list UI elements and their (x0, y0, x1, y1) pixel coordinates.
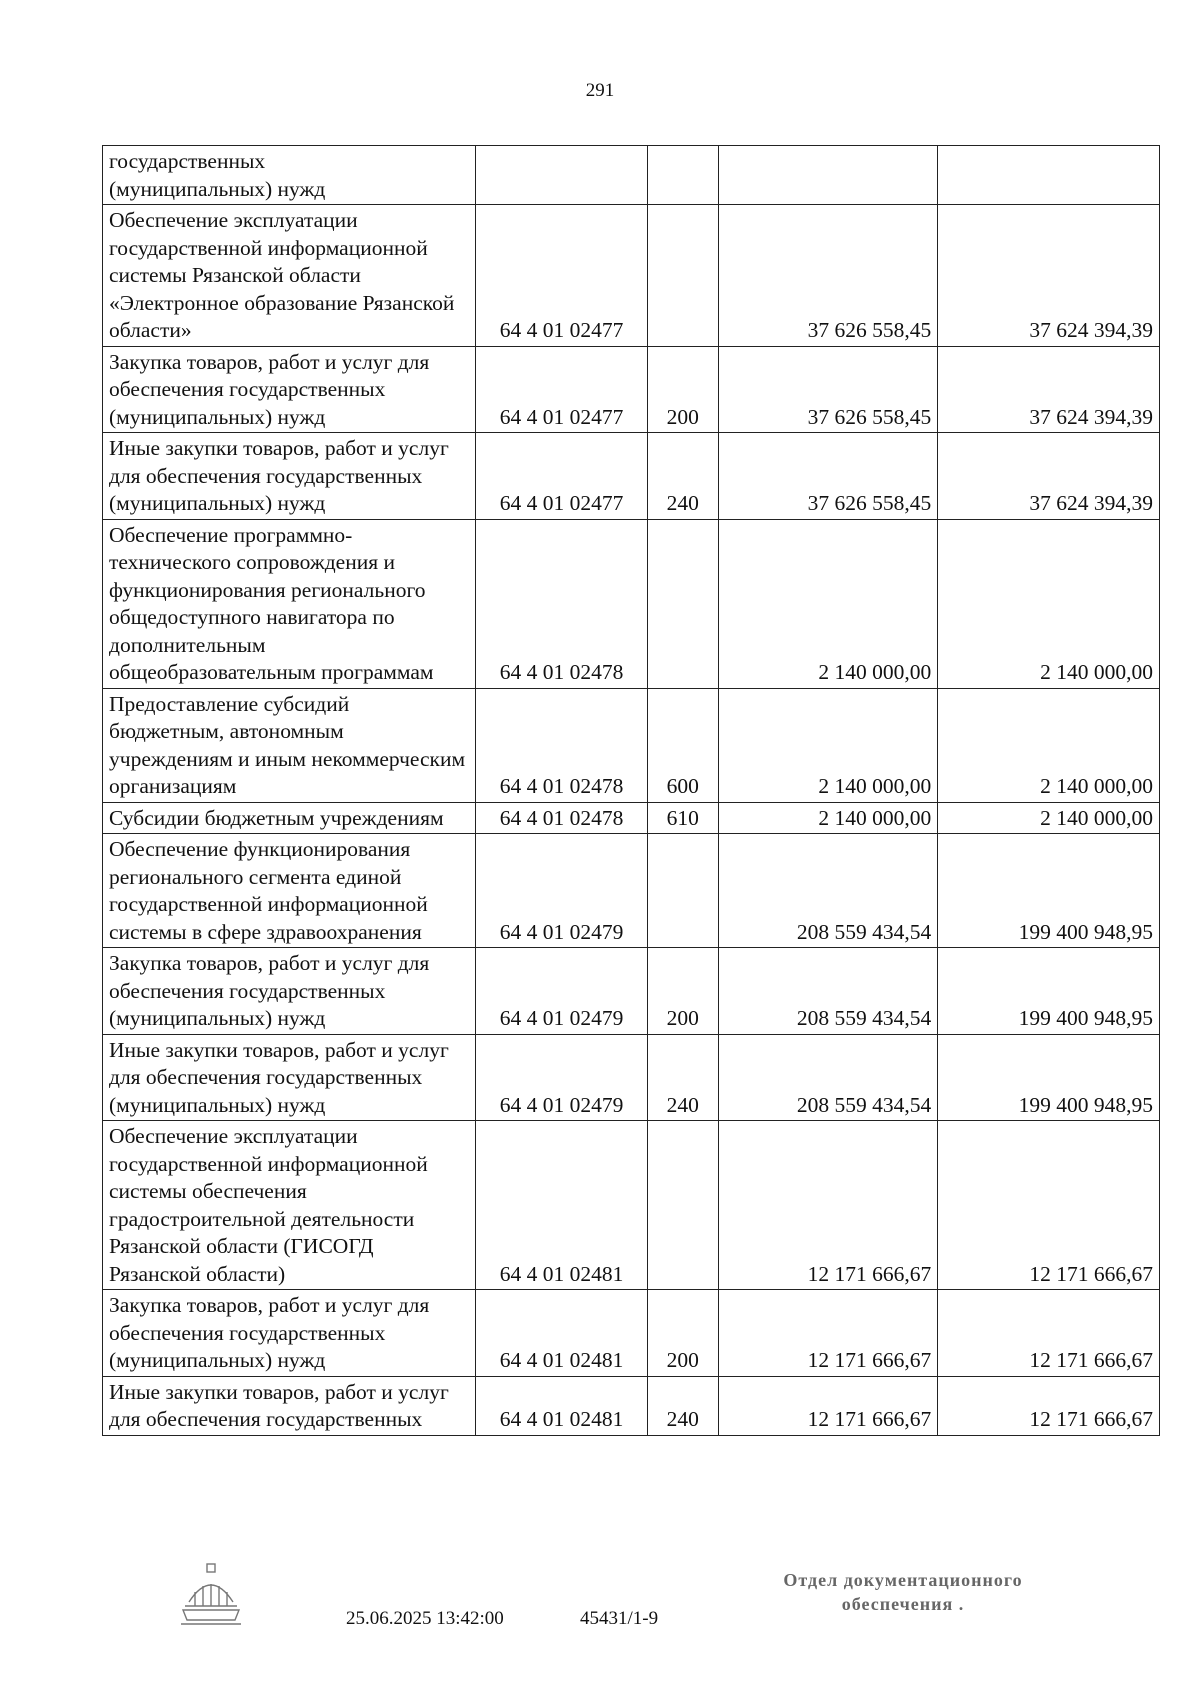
row-sum-b-cell: 2 140 000,00 (938, 688, 1160, 802)
table-row (103, 1290, 1160, 1377)
row-sum-a-cell: 12 171 666,67 (718, 1121, 938, 1290)
row-sum-b-cell: 37 624 394,39 (938, 346, 1160, 433)
table-row (103, 205, 1160, 347)
table-row (103, 519, 1160, 688)
row-sum-b-cell: 2 140 000,00 (938, 802, 1160, 834)
row-sum-b-cell: 12 171 666,67 (938, 1121, 1160, 1290)
row-type-cell (648, 519, 718, 688)
row-sum-a-cell: 37 626 558,45 (718, 433, 938, 520)
row-sum-a-cell: 37 626 558,45 (718, 346, 938, 433)
table-row (103, 802, 1160, 834)
row-sum-b-cell: 12 171 666,67 (938, 1376, 1160, 1435)
row-sum-a-cell: 12 171 666,67 (718, 1290, 938, 1377)
row-sum-a-cell: 12 171 666,67 (718, 1376, 938, 1435)
row-sum-b-cell: 37 624 394,39 (938, 433, 1160, 520)
budget-table (102, 145, 1160, 1436)
table-row (103, 688, 1160, 802)
row-sum-a-cell: 208 559 434,54 (718, 1034, 938, 1121)
department-stamp (758, 1568, 1048, 1616)
row-type-cell: 200 (648, 346, 718, 433)
row-code-cell: 64 4 01 02477 (476, 346, 648, 433)
row-name-cell: Закупка товаров, работ и услуг для обеспечения государственных (муниципальных) нужд (103, 948, 476, 1035)
row-name-cell: Обеспечение программно-технического сопровождения и функционирования регионального общедоступного навигатора по дополнительным общеобразовательным программам (103, 519, 476, 688)
row-code-cell: 64 4 01 02479 (476, 834, 648, 948)
row-name-cell: Закупка товаров, работ и услуг для обеспечения государственных (муниципальных) нужд (103, 346, 476, 433)
row-type-cell: 240 (648, 1376, 718, 1435)
row-name-cell: Иные закупки товаров, работ и услуг для обеспечения государственных (муниципальных) нужд (103, 433, 476, 520)
row-sum-b-cell: 199 400 948,95 (938, 1034, 1160, 1121)
table-row (103, 346, 1160, 433)
stamp-line-2: обеспечения . (841, 1594, 965, 1614)
row-name-cell: Предоставление субсидий бюджетным, автономным учреждениям и иным некоммерческим организациям (103, 688, 476, 802)
row-type-cell: 240 (648, 1034, 718, 1121)
row-name-cell: Закупка товаров, работ и услуг для обеспечения государственных (муниципальных) нужд (103, 1290, 476, 1377)
footer-doc-number: 45431/1-9 (580, 1608, 659, 1629)
row-type-cell: 610 (648, 802, 718, 834)
row-code-cell (476, 146, 648, 205)
row-code-cell: 64 4 01 02481 (476, 1290, 648, 1377)
row-sum-b-cell: 37 624 394,39 (938, 205, 1160, 347)
table-row (103, 146, 1160, 205)
row-name-cell: Иные закупки товаров, работ и услуг для обеспечения государственных (103, 1376, 476, 1435)
row-code-cell: 64 4 01 02479 (476, 1034, 648, 1121)
emblem-icon (175, 1562, 247, 1628)
page-number: 291 (585, 80, 615, 101)
table-row (103, 1034, 1160, 1121)
row-type-cell: 200 (648, 1290, 718, 1377)
row-code-cell: 64 4 01 02477 (476, 205, 648, 347)
row-name-cell: Субсидии бюджетным учреждениям (103, 802, 476, 834)
table-row (103, 433, 1160, 520)
table-row (103, 948, 1160, 1035)
row-sum-a-cell (718, 146, 938, 205)
row-sum-b-cell: 12 171 666,67 (938, 1290, 1160, 1377)
row-name-cell: государственных (муниципальных) нужд (103, 146, 476, 205)
row-sum-b-cell: 199 400 948,95 (938, 834, 1160, 948)
row-code-cell: 64 4 01 02478 (476, 802, 648, 834)
table-row (103, 1376, 1160, 1435)
row-sum-a-cell: 2 140 000,00 (718, 519, 938, 688)
row-sum-a-cell: 208 559 434,54 (718, 948, 938, 1035)
stamp-line-1: Отдел документационного (783, 1570, 1023, 1590)
row-type-cell (648, 146, 718, 205)
row-name-cell: Обеспечение эксплуатации государственной информационной системы Рязанской области «Электронное образование Рязанской области» (103, 205, 476, 347)
row-code-cell: 64 4 01 02481 (476, 1121, 648, 1290)
row-sum-b-cell: 2 140 000,00 (938, 519, 1160, 688)
row-name-cell: Иные закупки товаров, работ и услуг для обеспечения государственных (муниципальных) нужд (103, 1034, 476, 1121)
row-type-cell (648, 1121, 718, 1290)
row-sum-a-cell: 2 140 000,00 (718, 688, 938, 802)
table-row (103, 834, 1160, 948)
row-code-cell: 64 4 01 02477 (476, 433, 648, 520)
footer-date: 25.06.2025 13:42:00 (346, 1608, 504, 1629)
row-type-cell: 600 (648, 688, 718, 802)
row-sum-a-cell: 208 559 434,54 (718, 834, 938, 948)
row-sum-a-cell: 37 626 558,45 (718, 205, 938, 347)
row-code-cell: 64 4 01 02481 (476, 1376, 648, 1435)
row-sum-b-cell: 199 400 948,95 (938, 948, 1160, 1035)
table-row (103, 1121, 1160, 1290)
row-sum-a-cell: 2 140 000,00 (718, 802, 938, 834)
row-type-cell: 200 (648, 948, 718, 1035)
row-type-cell (648, 205, 718, 347)
row-name-cell: Обеспечение эксплуатации государственной информационной системы обеспечения градостроительной деятельности Рязанской области (ГИСОГД Рязанской области) (103, 1121, 476, 1290)
table-body (103, 146, 1160, 1436)
row-type-cell (648, 834, 718, 948)
row-code-cell: 64 4 01 02478 (476, 519, 648, 688)
row-type-cell: 240 (648, 433, 718, 520)
row-sum-b-cell (938, 146, 1160, 205)
row-name-cell: Обеспечение функционирования регионального сегмента единой государственной информационной системы в сфере здравоохранения (103, 834, 476, 948)
row-code-cell: 64 4 01 02478 (476, 688, 648, 802)
row-code-cell: 64 4 01 02479 (476, 948, 648, 1035)
